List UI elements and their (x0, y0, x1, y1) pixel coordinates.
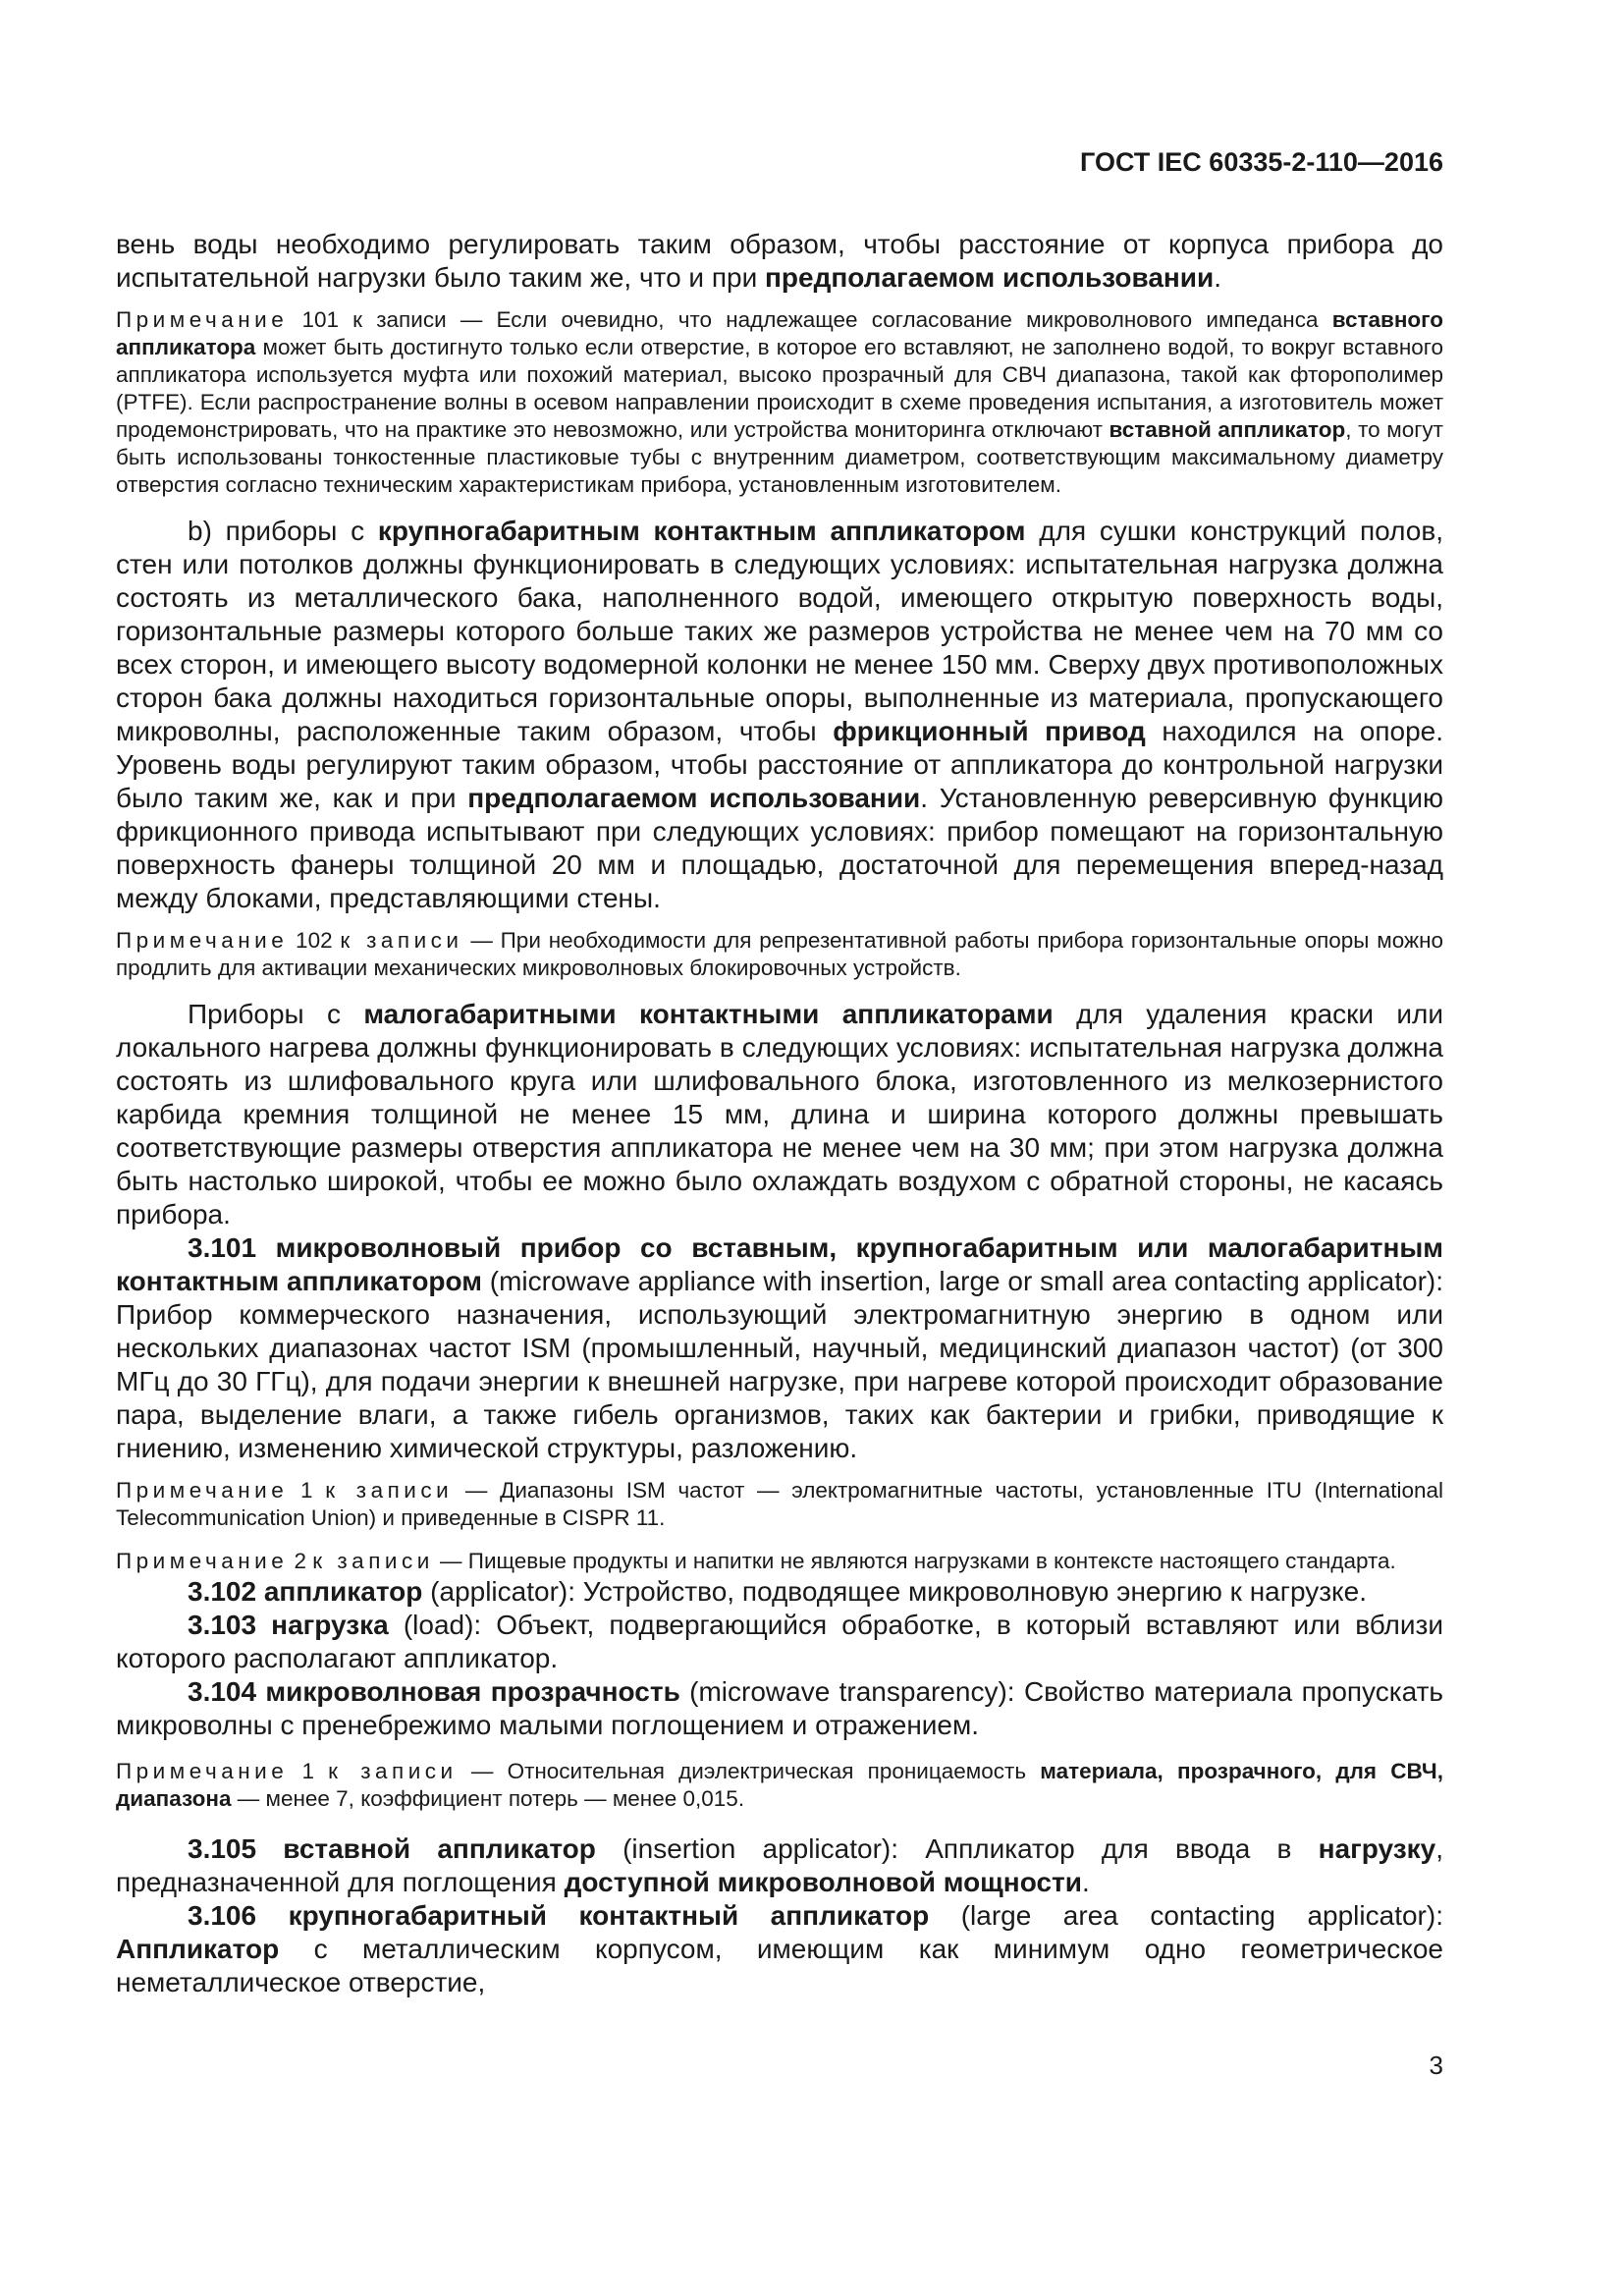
text-run: . Установленную реверсивную функцию фрикционного привода испытывают при следующих условиях: прибор помещают на горизонтальную поверхность фанеры толщиной 20 мм и площадью, достаточной для перемещения вперед-назад между блоками, представляющими стены. (116, 783, 1443, 913)
body-paragraph (116, 1832, 1443, 1899)
defined-term: Аппликатор (116, 1934, 280, 1964)
body-paragraph (116, 998, 1443, 1231)
text-run: Приборы с (188, 999, 364, 1029)
defined-term: вставной аппликатор (1109, 417, 1346, 442)
text-run: — менее 7, коэффициент потерь — менее 0,015. (231, 1786, 745, 1811)
defined-term: 3.104 микроволновая прозрачность (188, 1676, 680, 1707)
document-header: ГОСТ IEC 60335-2-110—2016 (1080, 147, 1443, 177)
text-run: — Относительная диэлектрическая проницаемость (457, 1759, 1041, 1783)
body-paragraph (116, 515, 1443, 915)
text-run: может быть достигнуто только если отверстие, в которое его вставляют, не заполнено водой, то вокруг вставного аппликатора используется муфта или похожий материал, высоко прозрачный для СВЧ диапазона, такой как фторополимер (PTFE). Если распространение волны в осевом направлении происходит в схеме проведения испытания, а изготовитель может продемонстрировать, что на практике это невозможно, или устройства мониторинга отключают (116, 335, 1443, 442)
text-run: (microwave transparency): Свойство материала пропускать микроволны с пренебрежимо малыми поглощением и отражением. (116, 1676, 1443, 1740)
defined-term: материала, прозрачного, для СВЧ, диапазона (116, 1759, 1443, 1811)
note-paragraph (116, 306, 1443, 499)
defined-term: нагрузку (1318, 1833, 1436, 1864)
defined-term: предполагаемом использовании (467, 783, 921, 813)
text-run: для сушки конструкций полов, стен или потолков должны функционировать в следующих условиях: испытательная нагрузка должна состоять из металлического бака, наполненного водой, имеющего открытую поверхность воды, горизонтальные размеры которого больше таких же размеров устройства не менее чем на 70 мм со всех сторон, и имеющего высоту водомерной колонки не менее 150 мм. Сверху двух противоположных сторон бака должны находиться горизонтальные опоры, выполненные из материала, пропускающего микроволны, расположенные таким образом, чтобы (116, 516, 1444, 746)
defined-term: 3.103 нагрузка (188, 1610, 389, 1640)
note-label: Примечание (116, 928, 289, 953)
defined-term: вставного аппликатора (116, 307, 1443, 359)
text-run: 1 (288, 1478, 326, 1503)
text-run: (microwave appliance with insertion, large or small area contacting applicator): Прибор коммерческого назначения, использующий электромагнитную энергию в одном или нескольких диапазонах частот ISM (промышленный, научный, медицинский диапазон частот) (от 300 МГц до 30 ГГц), для подачи энергии к внешней нагрузке, при нагреве которой происходит образование пара, выделение влаги, а также гибель организмов, таких как бактерии и грибки, приводящие к гниению, изменению химической структуры, разложению. (116, 1266, 1443, 1463)
note-label: Примечание (116, 1759, 289, 1783)
note-paragraph (116, 1477, 1443, 1532)
body-paragraph (116, 1609, 1443, 1675)
note-label: к записи (325, 1478, 454, 1503)
note-label: к записи (328, 1759, 458, 1783)
body-paragraph (116, 1899, 1443, 1999)
defined-term: доступной микроволновой мощности (564, 1867, 1082, 1897)
note-label: Примечание (116, 307, 289, 332)
text-run: — Пищевые продукты и напитки не являются нагрузками в контексте настоящего стандарта. (433, 1549, 1396, 1573)
text-run: , предназначенной для поглощения (116, 1833, 1443, 1897)
note-paragraph (116, 1758, 1443, 1813)
defined-term: 3.101 микроволновый прибор со вставным, крупногабаритным или малогабаритным контактным аппликатором (116, 1232, 1443, 1296)
body-paragraph (116, 1575, 1443, 1609)
text-run: 101 к записи — Если очевидно, что надлежащее согласование микроволнового импеданса (288, 307, 1332, 332)
text-run: находился на опоре. Уровень воды регулируют таким образом, чтобы расстояние от аппликатора до контрольной нагрузки было таким же, как и при (116, 716, 1444, 813)
text-run: (load): Объект, подвергающийся обработке, в который вставляют или вблизи которого располагают аппликатор. (116, 1610, 1443, 1673)
text-run: . (1214, 262, 1222, 293)
defined-term: предполагаемом использовании (765, 262, 1215, 293)
defined-term: малогабаритными контактными аппликаторами (363, 999, 1054, 1029)
text-run: — При необходимости для репрезентативной работы прибора горизонтальные опоры можно продлить для активации механических микроволновых блокировочных устройств. (116, 928, 1444, 980)
text-run: — Диапазоны ISM частот — электромагнитные частоты, установленные ITU (International Telecommunication Union) и приведенные в CISPR 11. (116, 1478, 1443, 1530)
note-label: к записи (312, 1549, 434, 1573)
defined-term: 3.106 крупногабаритный контактный аппликатор (188, 1900, 930, 1931)
text-run: b) приборы с (188, 516, 378, 546)
text-run: 2 (288, 1549, 313, 1573)
page-content (116, 228, 1443, 1999)
page-number: 3 (1429, 2050, 1443, 2080)
defined-term: 3.105 вставной аппликатор (188, 1833, 596, 1864)
text-run: вень воды необходимо регулировать таким образом, чтобы расстояние от корпуса прибора до испытательной нагрузки было таким же, что и при (116, 229, 1443, 293)
defined-term: крупногабаритным контактным аппликатором (377, 516, 1026, 546)
text-run: 1 (288, 1759, 329, 1783)
defined-term: 3.102 аппликатор (188, 1576, 423, 1607)
note-label: Примечание (116, 1478, 289, 1503)
note-paragraph (116, 1548, 1443, 1575)
body-paragraph (116, 228, 1443, 295)
text-run: . (1081, 1867, 1090, 1897)
note-label: к записи (340, 928, 463, 953)
body-paragraph (116, 1231, 1443, 1465)
text-run: для удаления краски или локального нагрева должны функционировать в следующих условиях: испытательная нагрузка должна состоять из шлифовального круга или шлифовального блока, изготовленного из мелкозернистого карбида кремния толщиной не менее 15 мм, длина и ширина которого должны превышать соответствующие размеры отверстия аппликатора не менее чем на 30 мм; при этом нагрузка должна быть настолько широкой, чтобы ее можно было охлаждать воздухом с обратной стороны, не касаясь прибора. (116, 999, 1443, 1230)
text-run: (insertion applicator): Аппликатор для ввода в (595, 1833, 1319, 1864)
defined-term: фрикционный привод (833, 716, 1146, 746)
text-run: с металлическим корпусом, имеющим как минимум одно геометрическое неметаллическое отверстие, (116, 1934, 1443, 1997)
note-label: Примечание (116, 1549, 289, 1573)
text-run: 102 (288, 928, 341, 953)
text-run: , то могут быть использованы тонкостенные пластиковые тубы с внутренним диаметром, соответствующим максимальному диаметру отверстия согласно техническим характеристикам прибора, установленным изготовителем. (116, 417, 1443, 497)
text-run: (applicator): Устройство, подводящее микроволновую энергию к нагрузке. (422, 1576, 1367, 1607)
note-paragraph (116, 927, 1443, 982)
text-run: (large area contacting applicator): (929, 1900, 1443, 1931)
body-paragraph (116, 1675, 1443, 1742)
